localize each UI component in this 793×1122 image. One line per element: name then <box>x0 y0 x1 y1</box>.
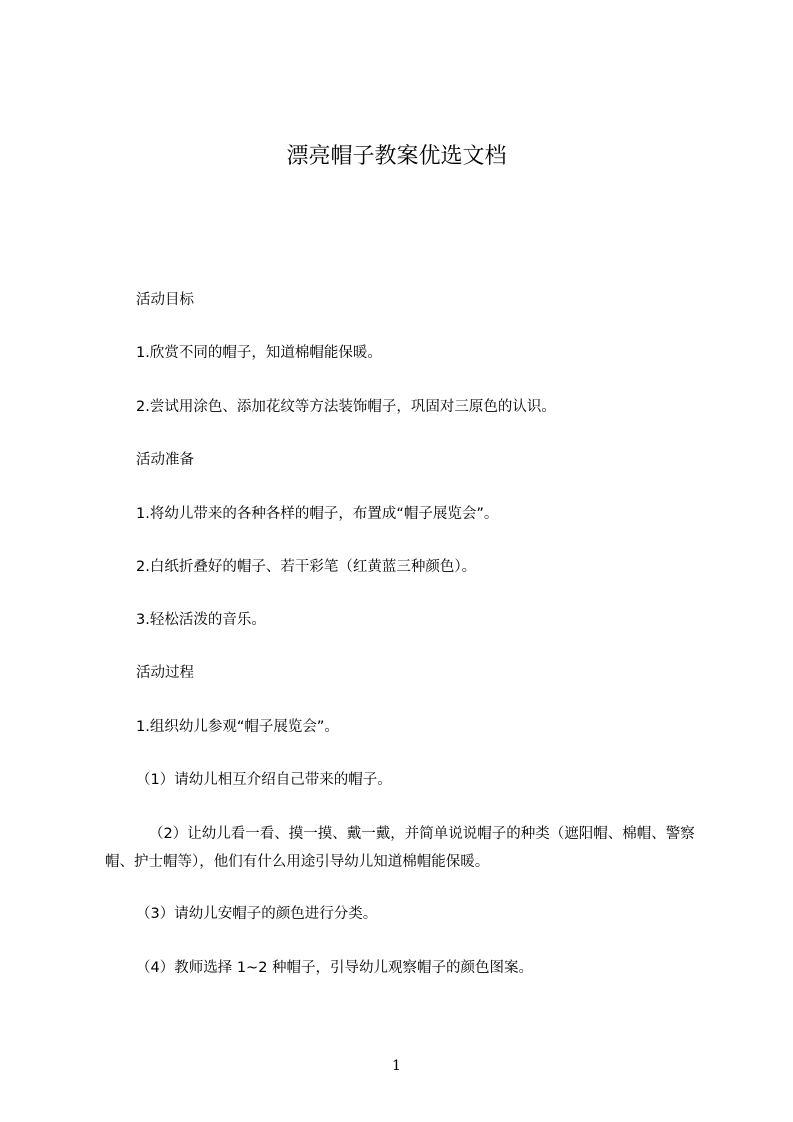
preparation-item-2: 2.白纸折叠好的帽子、若干彩笔（红黄蓝三种颜色）。 <box>136 559 477 575</box>
preparation-item-3: 3.轻松活泼的音乐。 <box>136 612 266 628</box>
section-heading-process: 活动过程 <box>136 665 194 681</box>
goal-item-1: 1.欣赏不同的帽子，知道棉帽能保暖。 <box>136 345 382 361</box>
process-item-1: 1.组织幼儿参观“帽子展览会”。 <box>136 719 339 735</box>
process-subitem-1: （1）请幼儿相互介绍自己带来的帽子。 <box>136 772 392 788</box>
preparation-item-1: 1.将幼儿带来的各种各样的帽子，布置成“帽子展览会”。 <box>136 506 499 522</box>
document-title: 漂亮帽子教案优选文档 <box>286 144 507 169</box>
page-number: 1 <box>392 1058 401 1074</box>
process-subitem-2: （2）让幼儿看一看、摸一摸、戴一戴，并简单说说帽子的种类（遮阳帽、棉帽、警察帽、护士帽等），他们有什么用途引导幼儿知道棉帽能保暖。 <box>105 826 695 870</box>
process-subitem-3: （3）请幼儿安帽子的颜色进行分类。 <box>136 906 378 922</box>
section-heading-goals: 活动目标 <box>136 292 194 308</box>
goal-item-2: 2.尝试用涂色、添加花纹等方法装饰帽子，巩固对三原色的认识。 <box>136 399 556 415</box>
process-subitem-4: （4）教师选择 1~2 种帽子，引导幼儿观察帽子的颜色图案。 <box>136 960 534 976</box>
section-heading-preparation: 活动准备 <box>136 452 194 468</box>
